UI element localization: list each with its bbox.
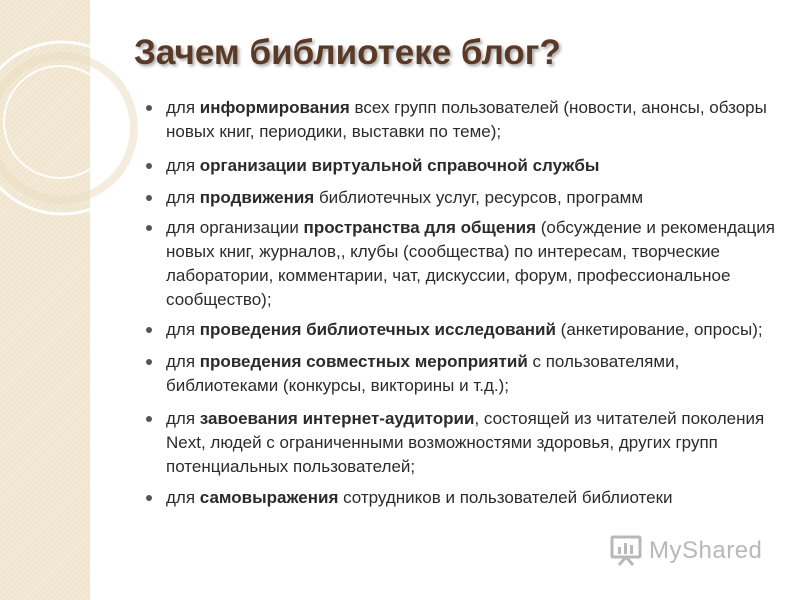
- bullet-text-bold: проведения библиотечных исследований: [199, 320, 556, 339]
- slide-title: Зачем библиотеке блог?: [134, 33, 561, 72]
- bullet-text-pre: для: [166, 409, 200, 428]
- bullet-text-bold: организации виртуальной справочной службы: [199, 156, 600, 175]
- bullet-text-post: библиотечных услуг, ресурсов, программ: [314, 188, 644, 207]
- bullet-text-pre: для организации: [166, 218, 304, 237]
- bullet-text-post: (обсуждение и рекомендация новых книг, журналов,, клубы (сообщества) по интересам, творческие лаборатории, комментарии, чат, дискуссии, форум, профессиональное сообщество);: [166, 218, 775, 309]
- bullet-item: [144, 216, 784, 312]
- bullet-text-bold: пространства для общения: [303, 218, 536, 237]
- bullet-text-bold: продвижения: [199, 188, 315, 207]
- bullet-text-pre: для: [166, 320, 200, 339]
- bullet-list: [144, 96, 784, 510]
- bullet-text-bold: завоевания интернет-аудитории: [199, 409, 475, 428]
- myshared-watermark: [609, 535, 762, 567]
- bullet-text-post: , состоящей из читателей поколения Next, людей с ограниченными возможностями здоровья, других групп потенциальных пользователей;: [166, 409, 765, 476]
- bullet-text-pre: для: [166, 488, 200, 507]
- bullet-text-pre: для: [166, 156, 200, 175]
- bullet-item: [144, 350, 784, 398]
- bullet-text-bold: проведения совместных мероприятий: [199, 352, 528, 371]
- bullet-text-post: сотрудников и пользователей библиотеки: [338, 488, 673, 507]
- bullet-text-bold: самовыражения: [199, 488, 339, 507]
- bullet-text-post: с пользователями, библиотеками (конкурсы, викторины и т.д.);: [166, 352, 680, 395]
- presentation-board-icon: [609, 535, 643, 567]
- bullet-item: [144, 486, 784, 510]
- bullet-item: [144, 186, 784, 210]
- bullet-text-pre: для: [166, 188, 200, 207]
- bullet-text-post: всех групп пользователей (новости, анонсы, обзоры новых книг, периодики, выставки по теме);: [166, 98, 767, 141]
- bullet-item: [144, 96, 784, 144]
- bullet-text-post: (анкетирование, опросы);: [555, 320, 763, 339]
- watermark-text: MyShared: [649, 537, 763, 564]
- bullet-item: [144, 407, 784, 479]
- bullet-text-pre: для: [166, 98, 200, 117]
- bullet-item: [144, 318, 784, 342]
- bullet-text-bold: информирования: [199, 98, 350, 117]
- bullet-text-pre: для: [166, 352, 200, 371]
- bullet-item: [144, 154, 784, 178]
